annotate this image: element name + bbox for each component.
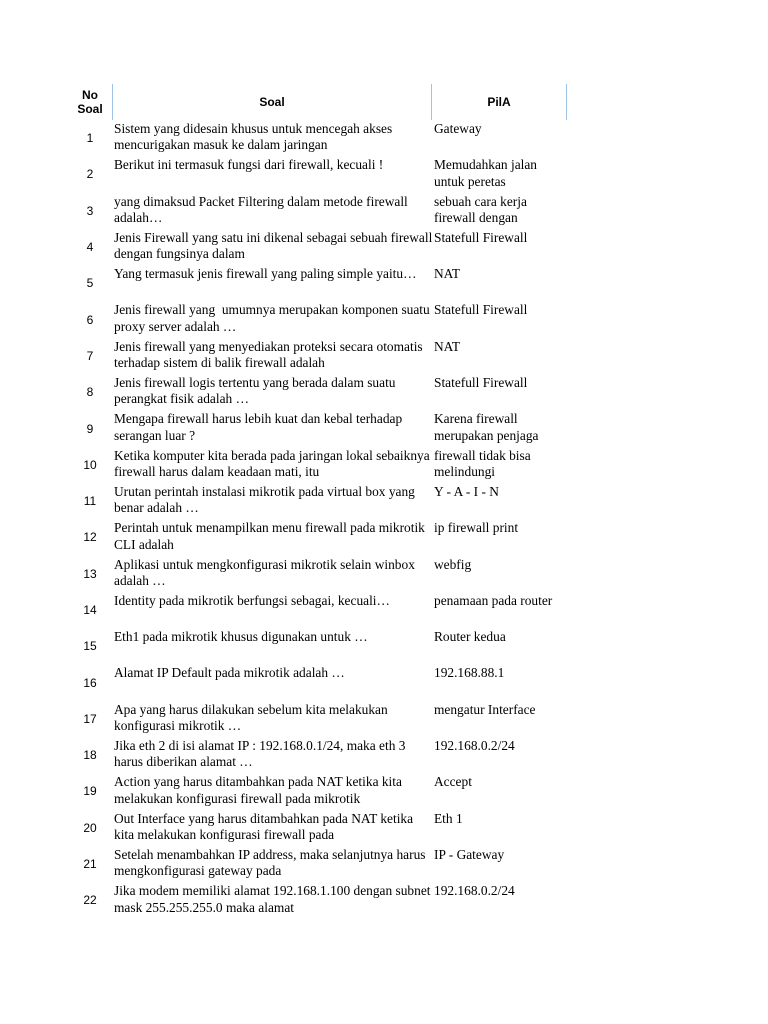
question-text: Apa yang harus dilakukan sebelum kita melakukan konfigurasi mikrotik … (114, 701, 392, 734)
row-number: 17 (83, 711, 97, 726)
question-text: Jenis firewall yang menyediakan proteksi secara otomatis terhadap sistem di balik firewall adalah (114, 338, 426, 371)
answer-text: Memudahkan jalan untuk peretas (434, 157, 537, 189)
question-text: Jenis firewall yang umumnya merupakan komponen suatu proxy server adalah … (114, 302, 434, 334)
table-body (68, 120, 568, 919)
row-number: 13 (83, 566, 97, 581)
answer-text: Eth 1 (434, 810, 463, 826)
table-row (68, 592, 568, 628)
row-number: 18 (83, 748, 97, 763)
column-divider (566, 84, 567, 120)
question-text: Jika modem memiliki alamat 192.168.1.100 dengan subnet mask 255.255.255.0 maka alamat (114, 883, 434, 915)
row-number: 2 (86, 167, 94, 182)
spreadsheet-table (68, 84, 568, 919)
answer-text: 192.168.0.2/24 (434, 883, 515, 899)
answer-text: 192.168.88.1 (434, 665, 505, 681)
row-number: 6 (86, 312, 94, 327)
table-row (68, 664, 568, 700)
table-header (68, 84, 568, 120)
question-text: Yang termasuk jenis firewall yang paling simple yaitu… (114, 266, 417, 282)
answer-text: Statefull Firewall (434, 375, 528, 391)
table-row (68, 519, 568, 555)
question-text: Out Interface yang harus ditambahkan pada NAT ketika kita melakukan konfigurasi firewall pada (114, 810, 417, 842)
answer-text: firewall tidak bisa melindungi (434, 447, 531, 479)
row-number: 7 (86, 348, 94, 363)
answer-text: sebuah cara kerja firewall dengan (434, 193, 527, 225)
question-text: Jenis firewall logis tertentu yang berada dalam suatu perangkat fisik adalah … (114, 375, 399, 407)
answer-text: NAT (434, 338, 461, 354)
row-number: 21 (83, 857, 97, 872)
question-text: Perintah untuk menampilkan menu firewall pada mikrotik CLI adalah (114, 520, 429, 552)
answer-text: 192.168.0.2/24 (434, 738, 515, 754)
table-row (68, 374, 568, 410)
answer-text: webfig (434, 556, 472, 572)
row-number: 19 (83, 784, 97, 799)
table-row (68, 556, 568, 592)
row-number: 14 (83, 603, 97, 617)
answer-text: mengatur Interface (434, 701, 536, 717)
question-text: Sistem yang didesain khusus untuk mencegah akses mencurigakan masuk ke dalam jaringan (114, 121, 396, 153)
table-row (68, 193, 568, 229)
row-number: 9 (86, 421, 94, 436)
answer-text: Y - A - I - N (434, 483, 499, 499)
answer-text: IP - Gateway (434, 846, 505, 862)
answer-text: Statefull Firewall (434, 229, 528, 245)
question-text: Jenis Firewall yang satu ini dikenal sebagai sebuah firewall dengan fungsinya dalam (114, 229, 433, 262)
row-number: 10 (83, 457, 97, 472)
question-text: Ketika komputer kita berada pada jaringan lokal sebaiknya firewall harus dalam keadaan mati, itu (114, 447, 434, 479)
question-text: Identity pada mikrotik berfungsi sebagai, kecuali… (114, 592, 390, 608)
row-number: 11 (83, 494, 97, 509)
row-number: 16 (83, 675, 97, 690)
table-row (68, 410, 568, 446)
table-row (68, 265, 568, 301)
table-row (68, 810, 568, 846)
row-number: 5 (86, 276, 94, 291)
row-number: 3 (86, 203, 94, 218)
answer-text: Gateway (434, 121, 482, 136)
header-pila: PilA (487, 95, 511, 109)
table-row (68, 846, 568, 882)
table-row (68, 120, 568, 156)
table-row (68, 773, 568, 809)
question-text: Urutan perintah instalasi mikrotik pada virtual box yang benar adalah … (114, 483, 419, 516)
row-number: 8 (86, 385, 94, 400)
table-row (68, 156, 568, 192)
row-number: 15 (83, 639, 97, 654)
answer-text: Karena firewall merupakan penjaga (434, 411, 539, 443)
answer-text: Accept (434, 774, 472, 790)
table-row (68, 701, 568, 737)
row-number: 4 (86, 240, 94, 255)
answer-text: penamaan pada router (434, 592, 553, 608)
question-text: Aplikasi untuk mengkonfigurasi mikrotik selain winbox adalah … (114, 556, 419, 588)
row-number: 12 (83, 530, 97, 545)
question-text: Setelah menambahkan IP address, maka selanjutnya harus mengkonfigurasi gateway pada (114, 846, 429, 879)
question-text: Jika eth 2 di isi alamat IP : 192.168.0.1/24, maka eth 3 harus diberikan alamat … (114, 738, 409, 770)
answer-text: NAT (434, 266, 461, 282)
table-row (68, 338, 568, 374)
question-text: Alamat IP Default pada mikrotik adalah … (114, 665, 345, 681)
answer-text: ip firewall print (434, 520, 519, 536)
answer-text: Router kedua (434, 629, 506, 645)
table-row (68, 483, 568, 519)
row-number: 22 (83, 893, 97, 908)
table-row (68, 447, 568, 483)
row-number: 1 (86, 131, 94, 146)
table-row (68, 737, 568, 773)
table-row (68, 229, 568, 265)
header-soal: Soal (259, 95, 285, 109)
question-text: Berikut ini termasuk fungsi dari firewall, kecuali ! (114, 157, 384, 173)
row-number: 20 (83, 820, 97, 835)
answer-text: Statefull Firewall (434, 302, 528, 318)
question-text: Action yang harus ditambahkan pada NAT ketika kita melakukan konfigurasi firewall pada mikrotik (114, 774, 406, 806)
question-text: yang dimaksud Packet Filtering dalam metode firewall adalah… (114, 193, 415, 225)
table-row (68, 301, 568, 337)
question-text: Eth1 pada mikrotik khusus digunakan untuk … (114, 629, 368, 645)
table-row (68, 628, 568, 664)
header-no-soal: No Soal (77, 88, 103, 116)
table-row (68, 882, 568, 918)
question-text: Mengapa firewall harus lebih kuat dan kebal terhadap serangan luar ? (114, 411, 406, 443)
